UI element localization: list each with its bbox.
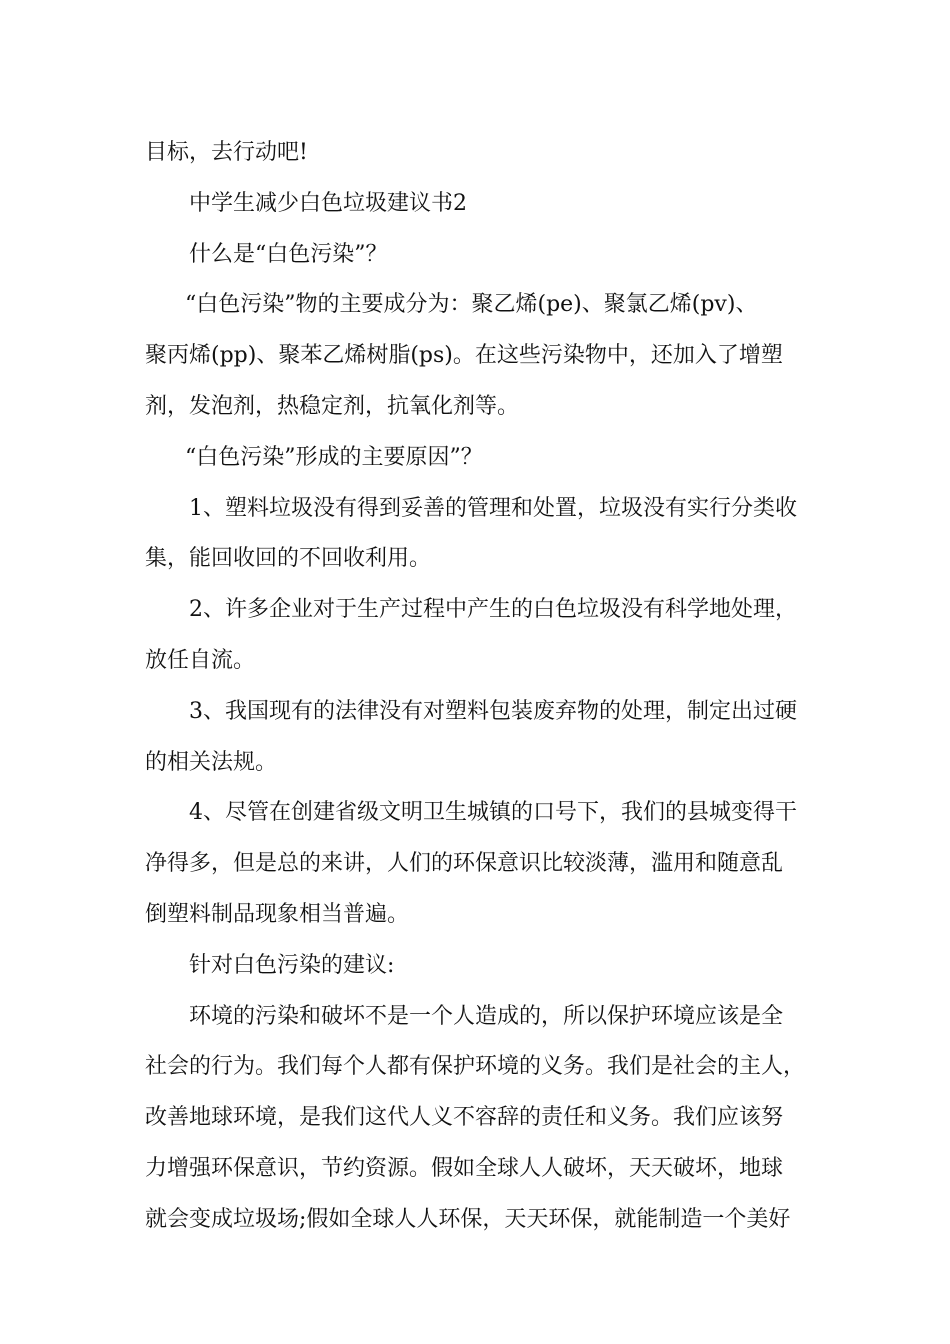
list-item-4-line: 净得多，但是总的来讲，人们的环保意识比较淡薄，滥用和随意乱 xyxy=(145,851,784,877)
paragraph-line: 聚丙烯(pp)、聚苯乙烯树脂(ps)。在这些污染物中，还加入了增塑 xyxy=(145,343,783,369)
list-item-3-line: 3、我国现有的法律没有对塑料包装废弃物的处理，制定出过硬 xyxy=(189,698,797,724)
paragraph-line: 环境的污染和破坏不是一个人造成的，所以保护环境应该是全 xyxy=(189,1003,784,1029)
list-item-1-line: 1、塑料垃圾没有得到妥善的管理和处置，垃圾没有实行分类收 xyxy=(189,495,797,521)
paragraph-line: 就会变成垃圾场;假如全球人人环保，天天环保，就能制造一个美好 xyxy=(145,1206,791,1232)
list-item-3-line: 的相关法规。 xyxy=(145,749,278,775)
paragraph-line: 力增强环保意识，节约资源。假如全球人人破坏，天天破坏，地球 xyxy=(145,1155,784,1181)
list-item-2-line: 放任自流。 xyxy=(145,647,256,673)
paragraph-line: 剂，发泡剂，热稳定剂，抗氧化剂等。 xyxy=(145,393,520,419)
question-heading: “白色污染”形成的主要原因”？ xyxy=(185,444,483,470)
paragraph-line: 改善地球环境，是我们这代人义不容辞的责任和义务。我们应该努 xyxy=(145,1105,784,1131)
document-body xyxy=(145,128,810,1246)
list-item-2-line: 2、许多企业对于生产过程中产生的白色垃圾没有科学地处理， xyxy=(189,597,797,623)
section-heading: 中学生减少白色垃圾建议书2 xyxy=(189,190,467,216)
list-item-4-line: 倒塑料制品现象相当普遍。 xyxy=(145,901,410,927)
suggestions-heading: 针对白色污染的建议: xyxy=(189,952,395,978)
list-item-4-line: 4、尽管在创建省级文明卫生城镇的口号下，我们的县城变得干 xyxy=(189,800,797,826)
paragraph-line: 社会的行为。我们每个人都有保护环境的义务。我们是社会的主人， xyxy=(145,1054,806,1080)
question-heading: 什么是“白色污染”？ xyxy=(189,241,388,267)
list-item-1-line: 集，能回收回的不回收利用。 xyxy=(145,546,432,572)
text-line-continuation: 目标，去行动吧! xyxy=(145,140,308,165)
paragraph-line: “白色污染”物的主要成分为：聚乙烯(pe)、聚氯乙烯(pv)、 xyxy=(185,292,758,318)
